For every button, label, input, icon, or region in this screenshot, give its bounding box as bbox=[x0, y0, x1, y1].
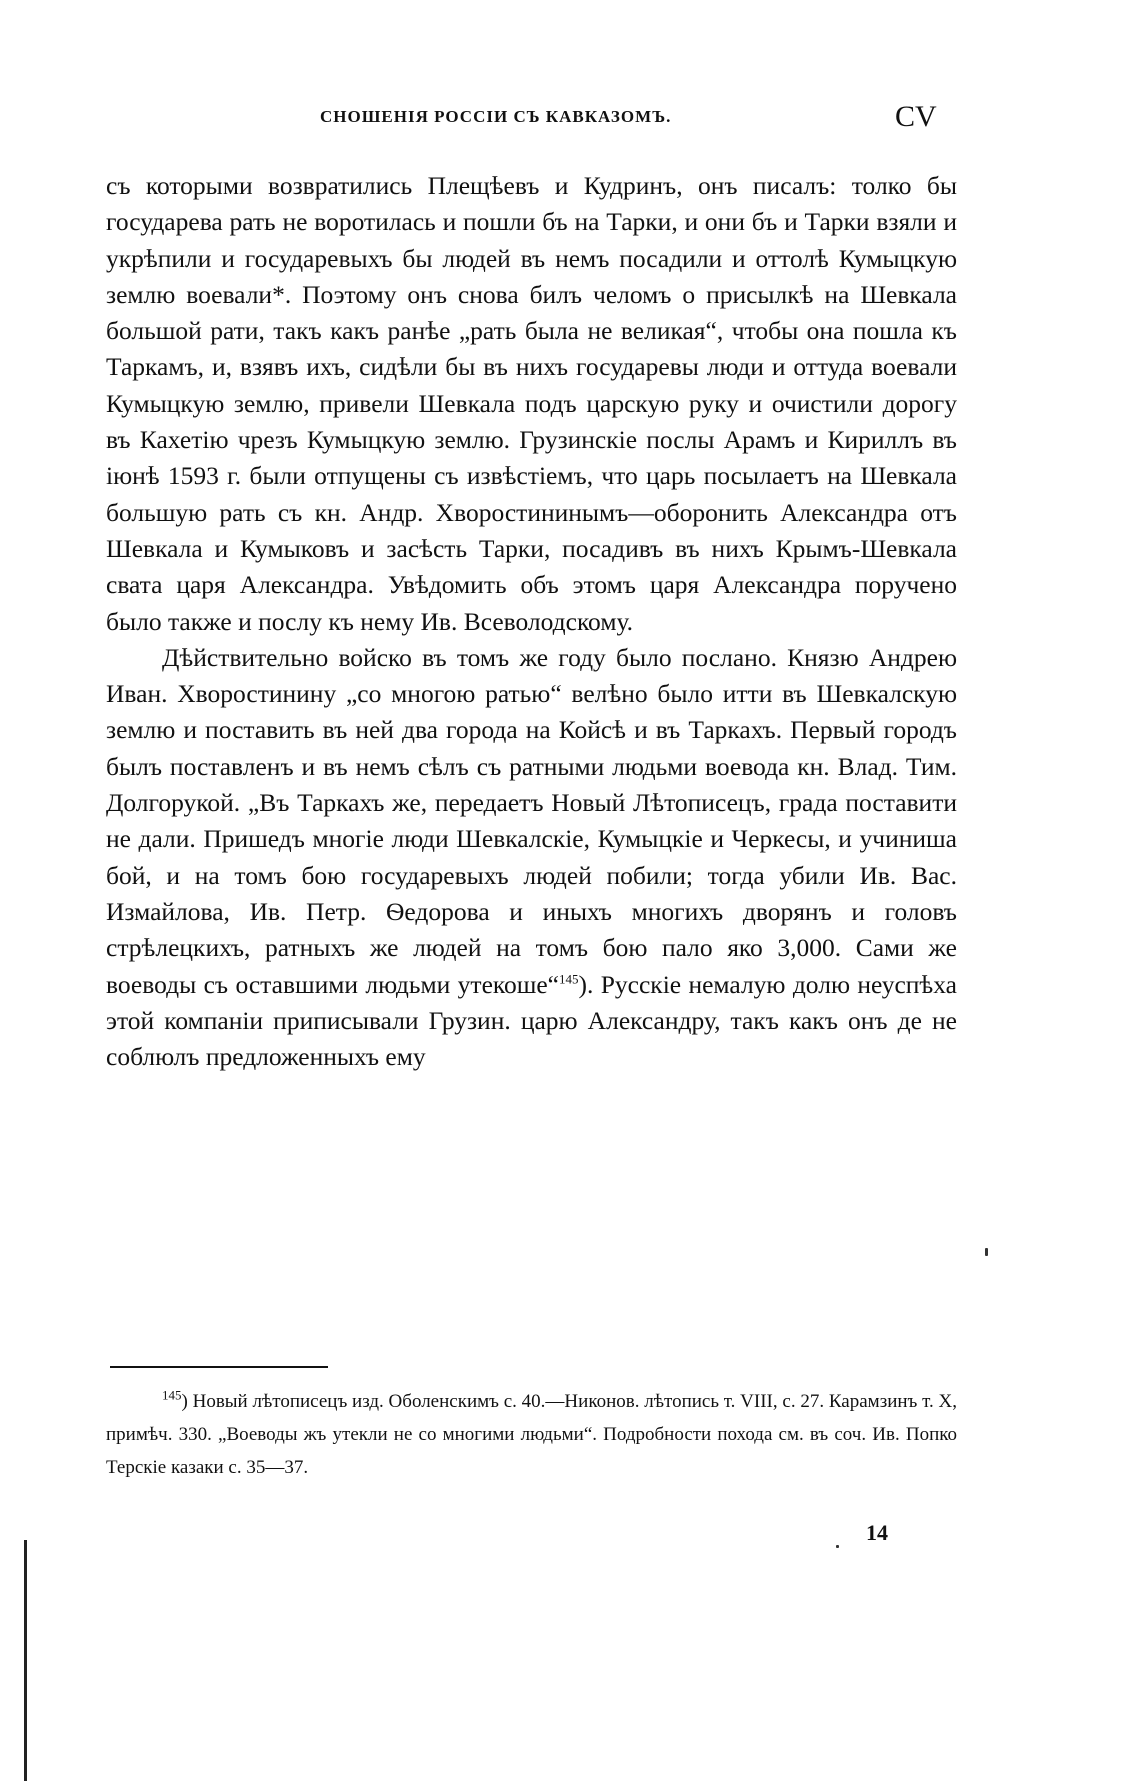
footnote bbox=[106, 1385, 957, 1484]
footnote-text: ) Новый лѣтописецъ изд. Оболенскимъ с. 40.—Никонов. лѣтопись т. VIII, с. 27. Карамзинъ т. X, примѣч. 330. „Воеводы жъ утекли не со многими людьми“. Подробности похода см. въ соч. Ив. Попко Терскіе казаки с. 35—37. bbox=[106, 1391, 957, 1478]
footnote-mark: 145 bbox=[162, 1387, 182, 1403]
page-edge-line bbox=[24, 1540, 27, 1781]
paragraph-1: съ которыми возвратились Плещѣевъ и Кудринъ, онъ писалъ: толко бы государева рать не воротилась и пошли бъ на Тарки, и они бъ и Тарки взяли и укрѣпили и государевыхъ бы людей въ немъ посадили и оттолѣ Кумыцкую землю воевали*. Поэтому онъ снова билъ челомъ о присылкѣ на Шевкала большой рати, такъ какъ ранѣе „рать была не великая“, чтобы она пошла къ Таркамъ, и, взявъ ихъ, сидѣли бы въ нихъ государевы люди и оттуда воевали Кумыцкую землю, привели Шевкала подъ царскую руку и очистили дорогу въ Кахетію чрезъ Кумыцкую землю. Грузинскіе послы Арамъ и Кириллъ въ іюнѣ 1593 г. были отпущены съ извѣстіемъ, что царь посылаетъ на Шевкала большую рать съ кн. Андр. Хворостининымъ—оборонить Александра отъ Шевкала и Кумыковъ и засѣсть Тарки, посадивъ въ нихъ Крымъ-Шевкала свата царя Александра. Увѣдомить объ этомъ царя Александра поручено было также и послу къ нему Ив. Всеволодскому. bbox=[106, 171, 957, 636]
running-title: СНОШЕНІЯ РОССІИ СЪ КАВКАЗОМЪ. bbox=[320, 107, 672, 126]
footnote-separator bbox=[110, 1366, 328, 1368]
main-text bbox=[106, 168, 957, 1075]
page-number: CV bbox=[895, 100, 937, 133]
footnote-reference: 145 bbox=[559, 971, 579, 987]
paragraph-2 bbox=[106, 640, 957, 1076]
paragraph-2-continuation: ). Русскіе немалую долю неуспѣха этой компаніи приписывали Грузин. царю Александру, такъ какъ онъ де не соблюлъ предложенныхъ ему bbox=[106, 969, 957, 1072]
footnote-paragraph bbox=[106, 1385, 957, 1484]
margin-speck bbox=[985, 1248, 988, 1256]
margin-speck-small bbox=[836, 1545, 839, 1548]
signature-mark: 14 bbox=[866, 1520, 888, 1545]
paragraph-2-text: Дѣйствительно войско въ томъ же году было послано. Князю Андрею Иван. Хворостинину „со многою ратью“ велѣно было итти въ Шевкалскую землю и поставить въ ней два города на Койсѣ и въ Таркахъ. Первый городъ былъ поставленъ и въ немъ сѣлъ съ ратными людьми воевода кн. Влад. Тим. Долгорукой. „Въ Таркахъ же, передаетъ Новый Лѣтописецъ, града поставити не дали. Пришедъ многіе люди Шевкалскіе, Кумыцкіе и Черкесы, и учиниша бой, и на томъ бою государевыхъ людей побили; тогда убили Ив. Вас. Измайлова, Ив. Петр. Ѳедорова и иныхъ многихъ дворянъ и головъ стрѣлецкихъ, ратныхъ же людей на томъ бою пало яко 3,000. Сами же воеводы съ оставшими людьми утекоше“ bbox=[106, 642, 957, 999]
